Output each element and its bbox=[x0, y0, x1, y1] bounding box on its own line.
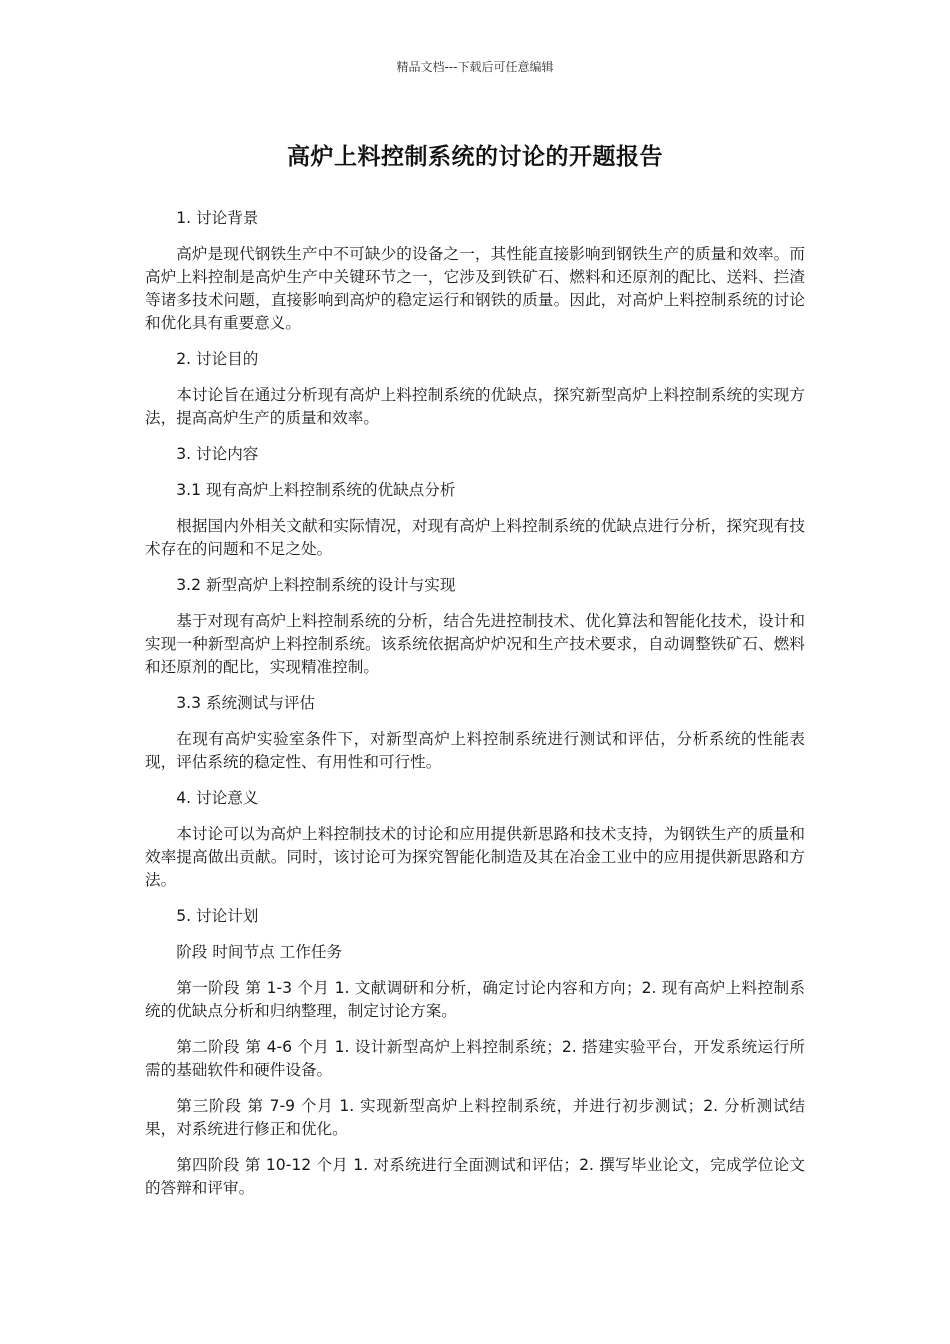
header-note: 精品文档---下载后可任意编辑 bbox=[396, 60, 554, 74]
paragraph-significance: 本讨论可以为高炉上料控制技术的讨论和应用提供新思路和技术支持，为钢铁生产的质量和效率提高做出贡献。同时，该讨论可为探究智能化制造及其在冶金工业中的应用提供新思路和方法。 bbox=[145, 825, 805, 889]
plan-table-header: 阶段 时间节点 工作任务 bbox=[176, 943, 343, 961]
plan-stage-3: 第三阶段 第 7-9 个月 1. 实现新型高炉上料控制系统，并进行初步测试；2. 分析测试结果，对系统进行修正和优化。 bbox=[145, 1097, 805, 1138]
plan-stage-2: 第二阶段 第 4-6 个月 1. 设计新型高炉上料控制系统；2. 搭建实验平台，开发系统运行所需的基础软件和硬件设备。 bbox=[145, 1038, 805, 1079]
plan-stage-4: 第四阶段 第 10-12 个月 1. 对系统进行全面测试和评估；2. 撰写毕业论文，完成学位论文的答辩和评审。 bbox=[145, 1156, 805, 1197]
paragraph-purpose: 本讨论旨在通过分析现有高炉上料控制系统的优缺点，探究新型高炉上料控制系统的实现方法，提高高炉生产的质量和效率。 bbox=[145, 386, 805, 427]
paragraph-3-1: 根据国内外相关文献和实际情况，对现有高炉上料控制系统的优缺点进行分析，探究现有技术存在的问题和不足之处。 bbox=[145, 517, 805, 558]
subsection-heading-3-2: 3.2 新型高炉上料控制系统的设计与实现 bbox=[176, 576, 456, 594]
paragraph-3-3: 在现有高炉实验室条件下，对新型高炉上料控制系统进行测试和评估，分析系统的性能表现，评估系统的稳定性、有用性和可行性。 bbox=[145, 730, 805, 771]
section-heading-purpose: 2. 讨论目的 bbox=[176, 350, 259, 368]
paragraph-background: 高炉是现代钢铁生产中不可缺少的设备之一，其性能直接影响到钢铁生产的质量和效率。而高炉上料控制是高炉生产中关键环节之一，它涉及到铁矿石、燃料和还原剂的配比、送料、拦渣等诸多技术问题，直接影响到高炉的稳定运行和钢铁的质量。因此，对高炉上料控制系统的讨论和优化具有重要意义。 bbox=[145, 245, 805, 332]
paragraph-3-2: 基于对现有高炉上料控制系统的分析，结合先进控制技术、优化算法和智能化技术，设计和实现一种新型高炉上料控制系统。该系统依据高炉炉况和生产技术要求，自动调整铁矿石、燃料和还原剂的配比，实现精准控制。 bbox=[145, 612, 805, 676]
section-heading-plan: 5. 讨论计划 bbox=[176, 907, 259, 925]
document-title: 高炉上料控制系统的讨论的开题报告 bbox=[287, 144, 663, 170]
subsection-heading-3-3: 3.3 系统测试与评估 bbox=[176, 694, 316, 712]
section-heading-background: 1. 讨论背景 bbox=[176, 209, 259, 227]
section-heading-significance: 4. 讨论意义 bbox=[176, 789, 259, 807]
plan-stage-1: 第一阶段 第 1-3 个月 1. 文献调研和分析，确定讨论内容和方向；2. 现有高炉上料控制系统的优缺点分析和归纳整理，制定讨论方案。 bbox=[145, 979, 805, 1020]
section-heading-content: 3. 讨论内容 bbox=[176, 445, 259, 463]
subsection-heading-3-1: 3.1 现有高炉上料控制系统的优缺点分析 bbox=[176, 481, 456, 499]
document-body bbox=[145, 207, 805, 1213]
